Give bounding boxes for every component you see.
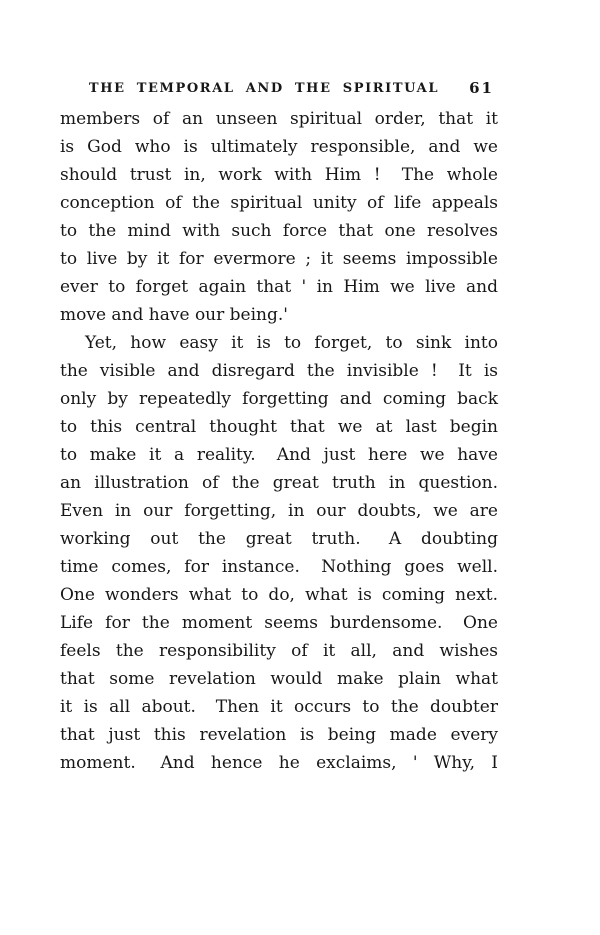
- text-line: time comes, for instance. Nothing goes well.: [60, 557, 498, 577]
- text-line: members of an unseen spiritual order, that it: [60, 109, 498, 129]
- text-line: feels the responsibility of it all, and wishes: [60, 641, 498, 661]
- text-line-paragraph-start: Yet, how easy it is to forget, to sink into: [85, 333, 498, 353]
- text-line: to this central thought that we at last begin: [60, 417, 498, 437]
- text-line: to the mind with such force that one resolves: [60, 221, 498, 241]
- text-line: an illustration of the great truth in question.: [60, 473, 498, 493]
- text-line: conception of the spiritual unity of life appeals: [60, 193, 498, 213]
- text-line: to live by it for evermore ; it seems impossible: [60, 249, 498, 269]
- text-line: only by repeatedly forgetting and coming back: [60, 389, 498, 409]
- text-line: Even in our forgetting, in our doubts, we are: [60, 501, 498, 521]
- text-line: should trust in, work with Him ! The whole: [60, 165, 498, 185]
- page-number: 61: [469, 79, 494, 97]
- text-line: that just this revelation is being made every: [60, 725, 498, 745]
- text-line: the visible and disregard the invisible ! It is: [60, 361, 498, 381]
- text-line-paragraph-end: move and have our being.': [60, 305, 288, 325]
- text-line: ever to forget again that ' in Him we live and: [60, 277, 498, 297]
- text-line: is God who is ultimately responsible, and we: [60, 137, 498, 157]
- text-line: working out the great truth. A doubting: [60, 529, 498, 549]
- text-line: to make it a reality. And just here we have: [60, 445, 498, 465]
- text-line: that some revelation would make plain what: [60, 669, 498, 689]
- running-head-title: THE TEMPORAL AND THE SPIRITUAL: [88, 81, 440, 96]
- text-line: Life for the moment seems burdensome. One: [60, 613, 498, 633]
- text-block: [60, 105, 498, 777]
- text-line: moment. And hence he exclaims, ' Why, I: [60, 753, 498, 773]
- text-line: One wonders what to do, what is coming next.: [60, 585, 498, 605]
- text-line: it is all about. Then it occurs to the doubter: [60, 697, 498, 717]
- page-header: [60, 79, 498, 99]
